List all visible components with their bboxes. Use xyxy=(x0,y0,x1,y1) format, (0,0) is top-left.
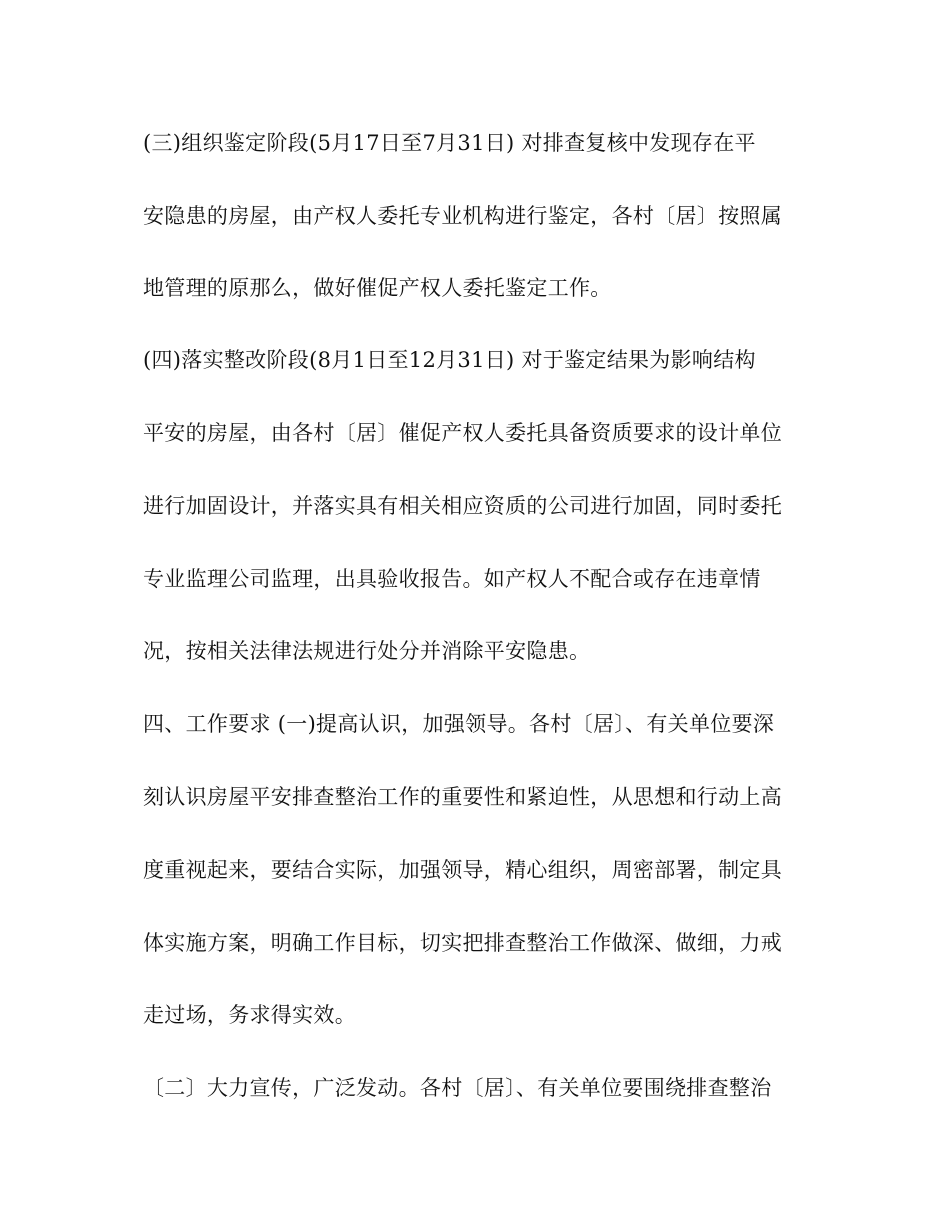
text-line: 进行加固设计，并落实具有相关相应资质的公司进行加固，同时委托 xyxy=(143,494,782,518)
text-line: (三)组织鉴定阶段(5月17日至7月31日) 对排查复核中发现存在平 xyxy=(143,131,756,155)
text-line: 地管理的原那么，做好催促产权人委托鉴定工作。 xyxy=(143,276,612,300)
text-line: 平安的房屋，由各村〔居〕催促产权人委托具备资质要求的设计单位 xyxy=(143,421,782,445)
text-line: 体实施方案，明确工作目标，切实把排查整治工作做深、做细，力戒 xyxy=(143,931,782,955)
text-line: 安隐患的房屋，由产权人委托专业机构进行鉴定，各村〔居〕按照属 xyxy=(143,204,782,228)
text-line: 走过场，务求得实效。 xyxy=(143,1003,356,1027)
text-line: 四、工作要求 (一)提高认识，加强领导。各村〔居〕、有关单位要深 xyxy=(143,712,775,736)
text-line: 刻认识房屋平安排查整治工作的重要性和紧迫性，从思想和行动上高 xyxy=(143,785,782,809)
text-line: 〔二〕大力宣传，广泛发动。各村〔居〕、有关单位要围绕排查整治 xyxy=(143,1076,772,1100)
text-line: 况，按相关法律法规进行处分并消除平安隐患。 xyxy=(143,639,591,663)
text-line: (四)落实整改阶段(8月1日至12月31日) 对于鉴定结果为影响结构 xyxy=(143,348,756,372)
text-line: 专业监理公司监理，出具验收报告。如产权人不配合或存在违章情 xyxy=(143,567,761,591)
text-line: 度重视起来，要结合实际，加强领导，精心组织，周密部署，制定具 xyxy=(143,858,782,882)
